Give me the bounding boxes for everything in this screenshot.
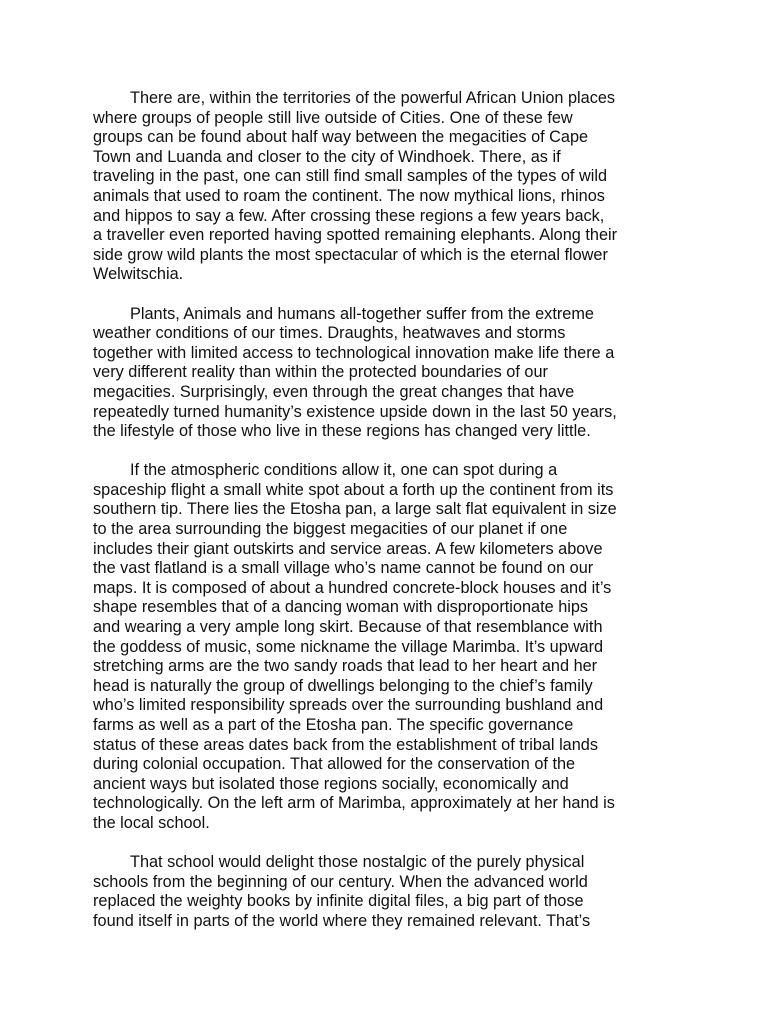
text-line: a traveller even reported having spotted remaining elephants. Along their bbox=[93, 226, 618, 245]
text-line: groups can be found about half way between the megacities of Cape bbox=[93, 128, 589, 147]
text-line: maps. It is composed of about a hundred concrete-block houses and it’s bbox=[93, 578, 612, 597]
paragraph-1 bbox=[93, 89, 689, 285]
text-line: traveling in the past, one can still find small samples of the types of wild bbox=[93, 167, 608, 186]
text-line: very different reality than within the protected boundaries of our bbox=[93, 363, 548, 382]
text-line: the goddess of music, some nickname the village Marimba. It’s upward bbox=[93, 637, 604, 656]
text-line: shape resembles that of a dancing woman with disproportionate hips bbox=[93, 598, 589, 617]
text-line: head is naturally the group of dwellings belonging to the chief’s family bbox=[93, 676, 593, 695]
paragraph-4 bbox=[93, 853, 689, 931]
text-line: schools from the beginning of our century. When the advanced world bbox=[93, 872, 588, 891]
text-line: side grow wild plants the most spectacular of which is the eternal flower bbox=[93, 245, 608, 264]
text-line: during colonial occupation. That allowed for the conservation of the bbox=[93, 755, 576, 774]
text-line: There are, within the territories of the powerful African Union places bbox=[130, 89, 616, 107]
text-line: to the area surrounding the biggest megacities of our planet if one bbox=[93, 520, 568, 539]
text-line: farms as well as a part of the Etosha pan. The specific governance bbox=[93, 716, 574, 734]
text-line: southern tip. There lies the Etosha pan, a large salt flat equivalent in size bbox=[93, 500, 617, 519]
text-line: the vast flatland is a small village who’s name cannot be found on our bbox=[93, 559, 594, 578]
paragraph-2 bbox=[93, 305, 689, 442]
document-page bbox=[93, 89, 689, 951]
text-line: where groups of people still live outside of Cities. One of these few bbox=[93, 108, 573, 127]
text-line: the lifestyle of those who live in these regions has changed very little. bbox=[93, 422, 591, 441]
text-line: spaceship flight a small white spot about a forth up the continent from its bbox=[93, 480, 614, 499]
text-line: replaced the weighty books by infinite digital files, a big part of those bbox=[93, 892, 584, 911]
text-line: found itself in parts of the world where they remained relevant. That’s bbox=[93, 911, 591, 930]
text-line: animals that used to roam the continent. The now mythical lions, rhinos bbox=[93, 186, 605, 205]
text-line: That school would delight those nostalgic of the purely physical bbox=[130, 853, 585, 872]
text-line: and wearing a very ample long skirt. Because of that resemblance with bbox=[93, 618, 603, 637]
text-line: technologically. On the left arm of Marimba, approximately at her hand is bbox=[93, 794, 615, 813]
text-line: who’s limited responsibility spreads over the surrounding bushland and bbox=[93, 696, 604, 715]
text-line: and hippos to say a few. After crossing these regions a few years back, bbox=[93, 206, 605, 225]
text-line: ancient ways but isolated those regions socially, economically and bbox=[93, 774, 569, 793]
text-line: the local school. bbox=[93, 813, 210, 832]
paragraph-3 bbox=[93, 461, 689, 833]
text-line: Plants, Animals and humans all-together suffer from the extreme bbox=[130, 304, 594, 323]
text-line: Welwitschia. bbox=[93, 265, 184, 284]
text-line: stretching arms are the two sandy roads that lead to her heart and her bbox=[93, 657, 598, 676]
text-line: includes their giant outskirts and service areas. A few kilometers above bbox=[93, 539, 603, 558]
text-line: megacities. Surprisingly, even through the great changes that have bbox=[93, 382, 575, 401]
text-line: Town and Luanda and closer to the city of Windhoek. There, as if bbox=[93, 147, 561, 166]
text-line: repeatedly turned humanity’s existence upside down in the last 50 years, bbox=[93, 402, 617, 421]
text-line: weather conditions of our times. Draughts, heatwaves and storms bbox=[93, 324, 566, 343]
text-line: status of these areas dates back from the establishment of tribal lands bbox=[93, 735, 598, 754]
text-line: If the atmospheric conditions allow it, one can spot during a bbox=[130, 461, 558, 480]
text-line: together with limited access to technological innovation make life there a bbox=[93, 343, 615, 362]
